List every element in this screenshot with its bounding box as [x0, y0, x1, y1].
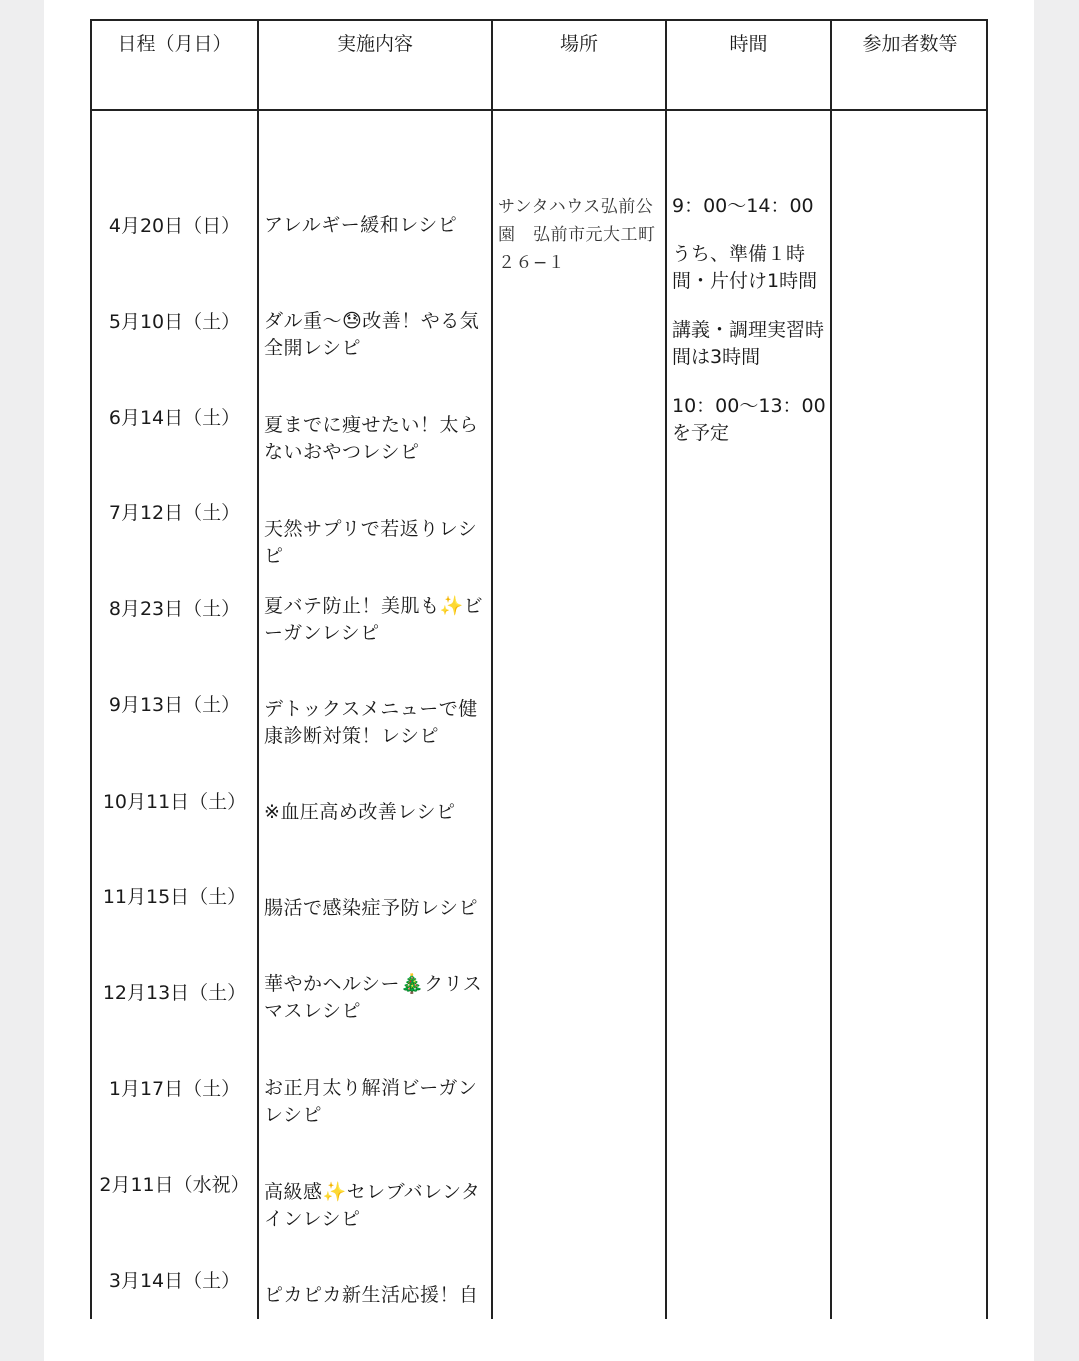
row-content: ※血圧高め改善レシピ	[264, 801, 456, 823]
row-content: お正月太り解消ビーガンレシピ	[264, 1077, 478, 1126]
header-divider	[92, 109, 986, 111]
row-date: 9月13日（土）	[108, 694, 241, 716]
row-content: 夏バテ防止！美肌も✨ビーガンレシピ	[264, 595, 484, 644]
row-content: ダル重〜😓改善！やる気全開レシピ	[264, 310, 480, 359]
row-date: 1月17日（土）	[108, 1078, 241, 1100]
row-content: デトックスメニューで健康診断対策！レシピ	[264, 698, 478, 747]
row-date: 5月10日（土）	[108, 311, 241, 333]
row-content: 華やかヘルシー🎄クリスマスレシピ	[264, 973, 483, 1022]
row-date: 12月13日（土）	[102, 982, 247, 1004]
row-date: 4月20日（日）	[108, 215, 241, 237]
place-text: サンタハウス弘前公園 弘前市元大工町２６−１	[498, 197, 656, 273]
row-date: 7月12日（土）	[108, 502, 241, 524]
column-divider	[257, 21, 259, 1319]
time-note: うち、準備１時間・片付け1時間	[672, 243, 818, 292]
row-content: 天然サプリで若返りレシピ	[264, 518, 478, 567]
row-date: 11月15日（土）	[102, 886, 247, 908]
row-content: 腸活で感染症予防レシピ	[264, 897, 479, 919]
row-date: 6月14日（土）	[108, 407, 241, 429]
document-page	[44, 0, 1034, 1361]
row-date: 10月11日（土）	[102, 791, 247, 813]
schedule-table	[90, 19, 988, 1319]
header-time: 時間	[729, 33, 768, 55]
row-content: 高級感✨セレブバレンタインレシピ	[264, 1181, 481, 1230]
row-content: ピカピカ新生活応援！自	[264, 1284, 479, 1306]
row-date: 8月23日（土）	[108, 598, 241, 620]
row-date: 3月14日（土）	[108, 1270, 241, 1292]
header-schedule: 日程（月日）	[117, 33, 232, 55]
time-note: 10：00〜13：00を予定	[672, 395, 826, 444]
row-date: 2月11日（水祝）	[99, 1174, 250, 1196]
header-content: 実施内容	[336, 33, 413, 55]
row-content: アレルギー緩和レシピ	[264, 214, 458, 236]
header-participants: 参加者数等	[862, 33, 958, 55]
time-range: 9：00〜14：00	[672, 195, 814, 217]
column-divider	[665, 21, 667, 1319]
row-content: 夏までに痩せたい！太らないおやつレシピ	[264, 414, 479, 463]
header-place: 場所	[559, 33, 598, 55]
time-note: 講義・調理実習時間は3時間	[672, 319, 825, 368]
